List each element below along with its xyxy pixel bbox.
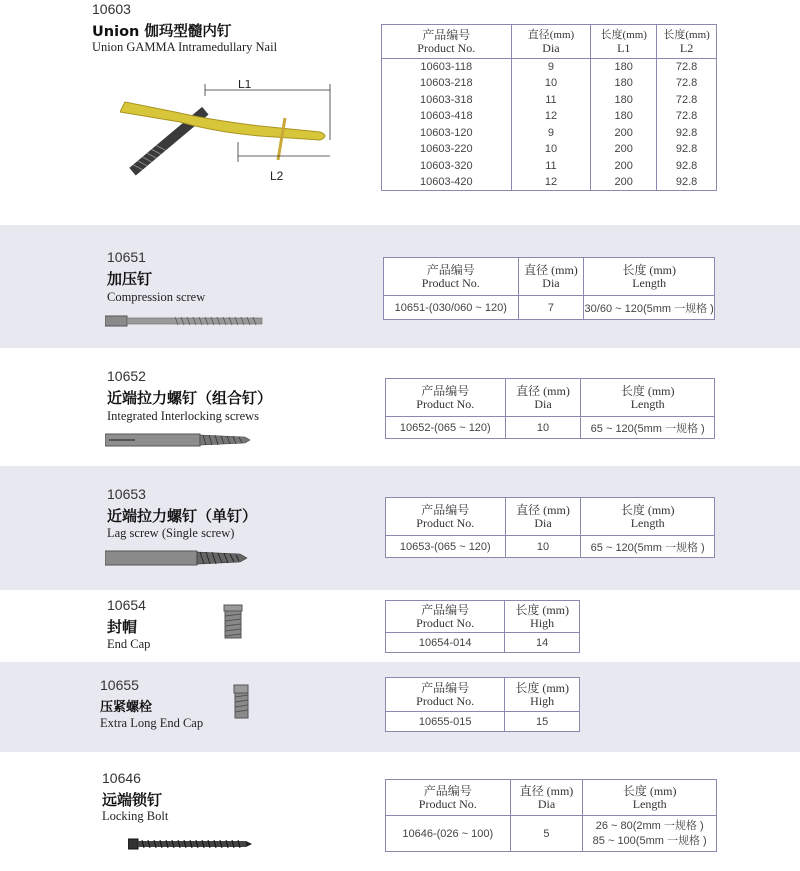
- product-name-cn: 远端锁钉: [102, 791, 163, 809]
- compression-screw-image: [105, 313, 265, 329]
- cell-high: 14: [505, 633, 580, 653]
- cell-l2: 92.8: [657, 158, 717, 175]
- product-code: 10651: [107, 249, 146, 265]
- header-product-no: 产品编号 Product No.: [386, 678, 505, 712]
- end-cap-image: [222, 604, 244, 640]
- header-length: 长度 (mm) Length: [581, 379, 715, 417]
- cell-product-no: 10603-220: [382, 141, 512, 158]
- cell-l1: 200: [591, 174, 657, 191]
- cell-dia: 7: [518, 296, 584, 320]
- table-row: [382, 125, 717, 142]
- header-length: 长度 (mm) Length: [583, 780, 717, 816]
- spec-table-10655: [385, 677, 580, 732]
- cell-l2: 72.8: [657, 75, 717, 92]
- cell-l2: 72.8: [657, 108, 717, 125]
- cell-product-no: 10603-320: [382, 158, 512, 175]
- spec-table-10652: [385, 378, 715, 439]
- cell-product-no: 10603-420: [382, 174, 512, 191]
- header-product-no: 产品编号 Product No.: [386, 379, 506, 417]
- product-code: 10653: [107, 486, 146, 502]
- cell-product-no: 10603-418: [382, 108, 512, 125]
- length-range-1: 26 ~ 80(2mm 一规格 ): [595, 819, 704, 832]
- table-row: [382, 141, 717, 158]
- cell-product-no: 10654-014: [386, 633, 505, 653]
- cell-dia: 10: [511, 75, 591, 92]
- product-name-en: Integrated Interlocking screws: [107, 409, 260, 423]
- product-code: 10652: [107, 368, 146, 384]
- spec-table-10651: [383, 257, 715, 320]
- cell-l1: 200: [591, 125, 657, 142]
- product-name-en: End Cap: [107, 637, 151, 651]
- cell-l1: 180: [591, 108, 657, 125]
- cell-product-no: 10653-(065 ~ 120): [386, 536, 506, 558]
- header-l1: 长度(mm) L1: [591, 25, 657, 59]
- cell-length: 65 ~ 120(5mm 一规格 ): [581, 536, 715, 558]
- product-name-en: Locking Bolt: [102, 809, 169, 823]
- cell-product-no: 10651-(030/060 ~ 120): [384, 296, 519, 320]
- cell-l1: 180: [591, 75, 657, 92]
- header-dia: 直径 (mm) Dia: [505, 498, 581, 536]
- spec-table-10646: [385, 779, 717, 852]
- header-product-no: 产品编号 Product No.: [382, 25, 512, 59]
- spec-table-10653: [385, 497, 715, 558]
- product-name-en: Extra Long End Cap: [100, 716, 204, 730]
- cell-l1: 200: [591, 141, 657, 158]
- header-dia: 直径 (mm) Dia: [510, 780, 583, 816]
- cell-product-no: 10603-118: [382, 59, 512, 76]
- spec-table-10603: [381, 24, 717, 191]
- table-row: [382, 92, 717, 109]
- cell-l2: 72.8: [657, 59, 717, 76]
- cell-product-no: 10603-318: [382, 92, 512, 109]
- product-name-cn: 近端拉力螺钉（组合钉）: [107, 389, 273, 407]
- product-code: 10603: [92, 1, 131, 17]
- table-row: [382, 108, 717, 125]
- header-product-no: 产品编号 Product No.: [384, 258, 519, 296]
- header-dia: 直径 (mm) Dia: [505, 379, 581, 417]
- header-product-no: 产品编号 Product No.: [386, 498, 506, 536]
- gamma-nail-image: [120, 80, 345, 190]
- cell-high: 15: [505, 712, 580, 732]
- product-name-en: Union GAMMA Intramedullary Nail: [92, 40, 278, 54]
- cell-l2: 92.8: [657, 141, 717, 158]
- cell-product-no: 10646-(026 ~ 100): [386, 816, 511, 852]
- product-code: 10646: [102, 770, 141, 786]
- table-row: [382, 174, 717, 191]
- dimension-l2-label: L2: [270, 169, 284, 183]
- cell-dia: 12: [511, 108, 591, 125]
- product-name-cn: 封帽: [107, 618, 138, 636]
- header-product-no: 产品编号 Product No.: [386, 601, 505, 633]
- table-row: [382, 59, 717, 76]
- cell-product-no: 10655-015: [386, 712, 505, 732]
- table-row: [382, 75, 717, 92]
- cell-length: 65 ~ 120(5mm 一规格 ): [581, 417, 715, 439]
- product-name-en: Compression screw: [107, 290, 206, 304]
- lag-screw-image: [105, 549, 250, 567]
- cell-l2: 92.8: [657, 125, 717, 142]
- cell-product-no: 10652-(065 ~ 120): [386, 417, 506, 439]
- product-name-cn: Union 伽玛型髓内钉: [92, 24, 232, 40]
- cell-product-no: 10603-120: [382, 125, 512, 142]
- spec-table-10654: [385, 600, 580, 653]
- product-name-cn: 压紧螺栓: [100, 700, 153, 715]
- cell-l2: 92.8: [657, 174, 717, 191]
- product-name-cn: 加压钉: [107, 270, 153, 288]
- cell-length: 30/60 ~ 120(5mm 一规格 ): [584, 296, 715, 320]
- cell-length: [583, 816, 717, 852]
- product-code: 10655: [100, 677, 139, 693]
- cell-dia: 10: [505, 536, 581, 558]
- cell-l2: 72.8: [657, 92, 717, 109]
- cell-dia: 5: [510, 816, 583, 852]
- product-code: 10654: [107, 597, 146, 613]
- cell-product-no: 10603-218: [382, 75, 512, 92]
- cell-l1: 200: [591, 158, 657, 175]
- extra-long-end-cap-image: [230, 684, 254, 720]
- cell-l1: 180: [591, 59, 657, 76]
- locking-bolt-image: [128, 836, 253, 852]
- header-l2: 长度(mm) L2: [657, 25, 717, 59]
- cell-dia: 9: [511, 125, 591, 142]
- header-dia: 直径(mm) Dia: [511, 25, 591, 59]
- header-high: 长度 (mm) High: [505, 601, 580, 633]
- product-name-cn: 近端拉力螺钉（单钉）: [107, 507, 258, 525]
- header-length: 长度 (mm) Length: [584, 258, 715, 296]
- length-range-2: 85 ~ 100(5mm 一规格 ): [592, 834, 707, 847]
- dimension-l1-label: L1: [238, 80, 252, 91]
- cell-dia: 12: [511, 174, 591, 191]
- header-length: 长度 (mm) Length: [581, 498, 715, 536]
- cell-dia: 10: [505, 417, 581, 439]
- product-name-en: Lag screw (Single screw): [107, 526, 235, 540]
- interlocking-screw-image: [105, 432, 255, 448]
- cell-dia: 9: [511, 59, 591, 76]
- cell-dia: 11: [511, 158, 591, 175]
- header-product-no: 产品编号 Product No.: [386, 780, 511, 816]
- header-dia: 直径 (mm) Dia: [518, 258, 584, 296]
- header-high: 长度 (mm) High: [505, 678, 580, 712]
- cell-l1: 180: [591, 92, 657, 109]
- cell-dia: 11: [511, 92, 591, 109]
- table-row: [382, 158, 717, 175]
- cell-dia: 10: [511, 141, 591, 158]
